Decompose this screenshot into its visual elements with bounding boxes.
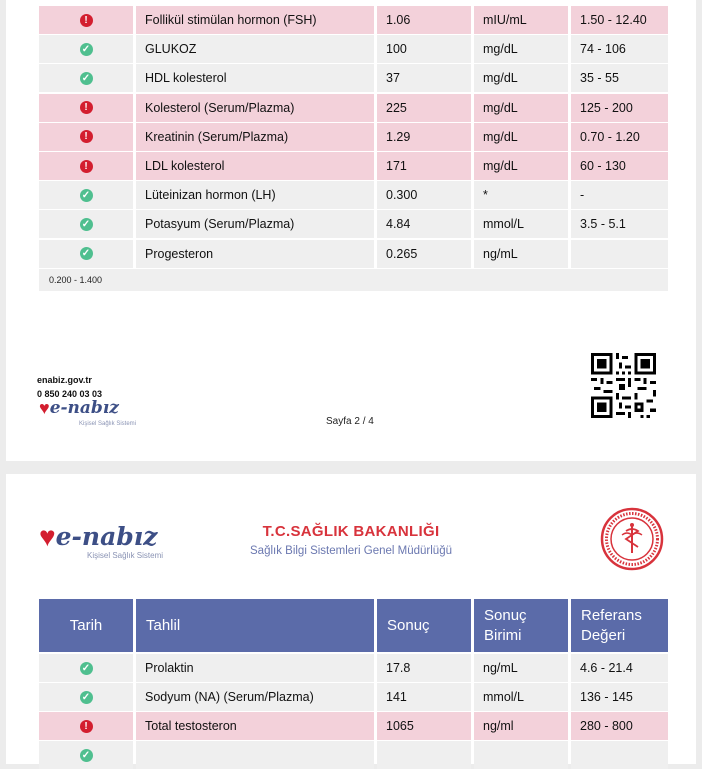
- status-cell: [39, 94, 133, 122]
- reference-range: 136 - 145: [571, 683, 668, 711]
- reference-range: -: [571, 181, 668, 209]
- test-name: Sodyum (NA) (Serum/Plazma): [136, 683, 374, 711]
- qr-code: [591, 353, 656, 418]
- status-cell: [39, 712, 133, 740]
- alert-icon: !: [80, 160, 93, 173]
- result-unit: mg/dL: [474, 94, 568, 122]
- report-page-2: [6, 0, 696, 461]
- result-value: 1065: [377, 712, 471, 740]
- test-name: Total testosteron: [136, 712, 374, 740]
- check-icon: ✓: [80, 749, 93, 762]
- test-name: Kolesterol (Serum/Plazma): [136, 94, 374, 122]
- check-icon: ✓: [80, 247, 93, 260]
- ministry-title: T.C.SAĞLIK BAKANLIĞI: [262, 523, 440, 540]
- reference-range: [571, 741, 668, 769]
- ministry-subtitle: Sağlık Bilgi Sistemleri Genel Müdürlüğü: [250, 545, 452, 557]
- result-value: 1.29: [377, 123, 471, 151]
- table-header: [39, 599, 668, 652]
- result-unit: *: [474, 181, 568, 209]
- test-name: [136, 741, 374, 769]
- status-cell: [39, 152, 133, 180]
- result-value: 225: [377, 94, 471, 122]
- table-row: [39, 654, 668, 682]
- result-unit: [474, 741, 568, 769]
- result-value: 37: [377, 64, 471, 92]
- header-reference: Referans Değeri: [571, 599, 668, 652]
- alert-icon: !: [80, 720, 93, 733]
- reference-range: 74 - 106: [571, 35, 668, 63]
- reference-range: 280 - 800: [571, 712, 668, 740]
- result-value: 4.84: [377, 210, 471, 238]
- check-icon: ✓: [80, 43, 93, 56]
- table-row: [39, 6, 668, 34]
- result-unit: ng/mL: [474, 654, 568, 682]
- enabiz-logo: ♥ e-nabız Kişisel Sağlık Sistemi: [39, 521, 164, 560]
- result-value: 1.06: [377, 6, 471, 34]
- reference-range: 0.70 - 1.20: [571, 123, 668, 151]
- table-row: [39, 683, 668, 711]
- test-name: Follikül stimülan hormon (FSH): [136, 6, 374, 34]
- test-name: Progesteron: [136, 240, 374, 268]
- table-row: [39, 64, 668, 92]
- reference-range: 3.5 - 5.1: [571, 210, 668, 238]
- check-icon: ✓: [80, 691, 93, 704]
- table-row: [39, 123, 668, 151]
- header-unit: Sonuç Birimi: [474, 599, 568, 652]
- check-icon: ✓: [80, 189, 93, 202]
- result-value: [377, 741, 471, 769]
- reference-range: 125 - 200: [571, 94, 668, 122]
- status-cell: [39, 6, 133, 34]
- result-value: 171: [377, 152, 471, 180]
- result-unit: mmol/L: [474, 683, 568, 711]
- test-name: GLUKOZ: [136, 35, 374, 63]
- table-row: [39, 712, 668, 740]
- table-row: [39, 152, 668, 180]
- result-value: 17.8: [377, 654, 471, 682]
- status-cell: [39, 64, 133, 92]
- header-date: Tarih: [39, 599, 133, 652]
- reference-note: 0.200 - 1.400: [39, 269, 668, 291]
- page-number: Sayfa 2 / 4: [326, 416, 374, 427]
- table-row: [39, 181, 668, 209]
- heart-icon: ♥: [39, 398, 50, 418]
- status-cell: [39, 181, 133, 209]
- header-test: Tahlil: [136, 599, 374, 652]
- table-row: [39, 35, 668, 63]
- alert-icon: !: [80, 14, 93, 27]
- result-value: 0.300: [377, 181, 471, 209]
- check-icon: ✓: [80, 72, 93, 85]
- footer-phone: 0 850 240 03 03: [37, 389, 103, 399]
- check-icon: ✓: [80, 662, 93, 675]
- footer-website: enabiz.gov.tr: [37, 375, 92, 385]
- status-cell: [39, 210, 133, 238]
- result-value: 100: [377, 35, 471, 63]
- ministry-seal-icon: [600, 507, 664, 571]
- table-row: [39, 94, 668, 122]
- test-name: Potasyum (Serum/Plazma): [136, 210, 374, 238]
- result-unit: mg/dL: [474, 64, 568, 92]
- status-cell: [39, 123, 133, 151]
- check-icon: ✓: [80, 218, 93, 231]
- status-cell: [39, 654, 133, 682]
- result-unit: mmol/L: [474, 210, 568, 238]
- result-unit: mg/dL: [474, 123, 568, 151]
- result-value: 141: [377, 683, 471, 711]
- test-name: LDL kolesterol: [136, 152, 374, 180]
- status-cell: [39, 35, 133, 63]
- alert-icon: !: [80, 130, 93, 143]
- test-name: HDL kolesterol: [136, 64, 374, 92]
- result-unit: mg/dL: [474, 35, 568, 63]
- table-row: [39, 210, 668, 238]
- test-name: Prolaktin: [136, 654, 374, 682]
- result-unit: mg/dL: [474, 152, 568, 180]
- result-unit: mIU/mL: [474, 6, 568, 34]
- table-row: [39, 741, 668, 769]
- report-page-3: [6, 474, 696, 764]
- reference-range: 35 - 55: [571, 64, 668, 92]
- result-value: 0.265: [377, 240, 471, 268]
- reference-range: 60 - 130: [571, 152, 668, 180]
- test-name: Kreatinin (Serum/Plazma): [136, 123, 374, 151]
- result-unit: ng/mL: [474, 240, 568, 268]
- reference-range: 1.50 - 12.40: [571, 6, 668, 34]
- reference-range: [571, 240, 668, 268]
- result-unit: ng/ml: [474, 712, 568, 740]
- enabiz-logo-small: ♥ e-nabız Kişisel Sağlık Sistemi: [39, 398, 137, 427]
- heart-icon: ♥: [39, 521, 56, 552]
- alert-icon: !: [80, 101, 93, 114]
- header-result: Sonuç: [377, 599, 471, 652]
- table-row: [39, 240, 668, 268]
- test-name: Lüteinizan hormon (LH): [136, 181, 374, 209]
- status-cell: [39, 683, 133, 711]
- reference-range: 4.6 - 21.4: [571, 654, 668, 682]
- status-cell: [39, 240, 133, 268]
- status-cell: [39, 741, 133, 769]
